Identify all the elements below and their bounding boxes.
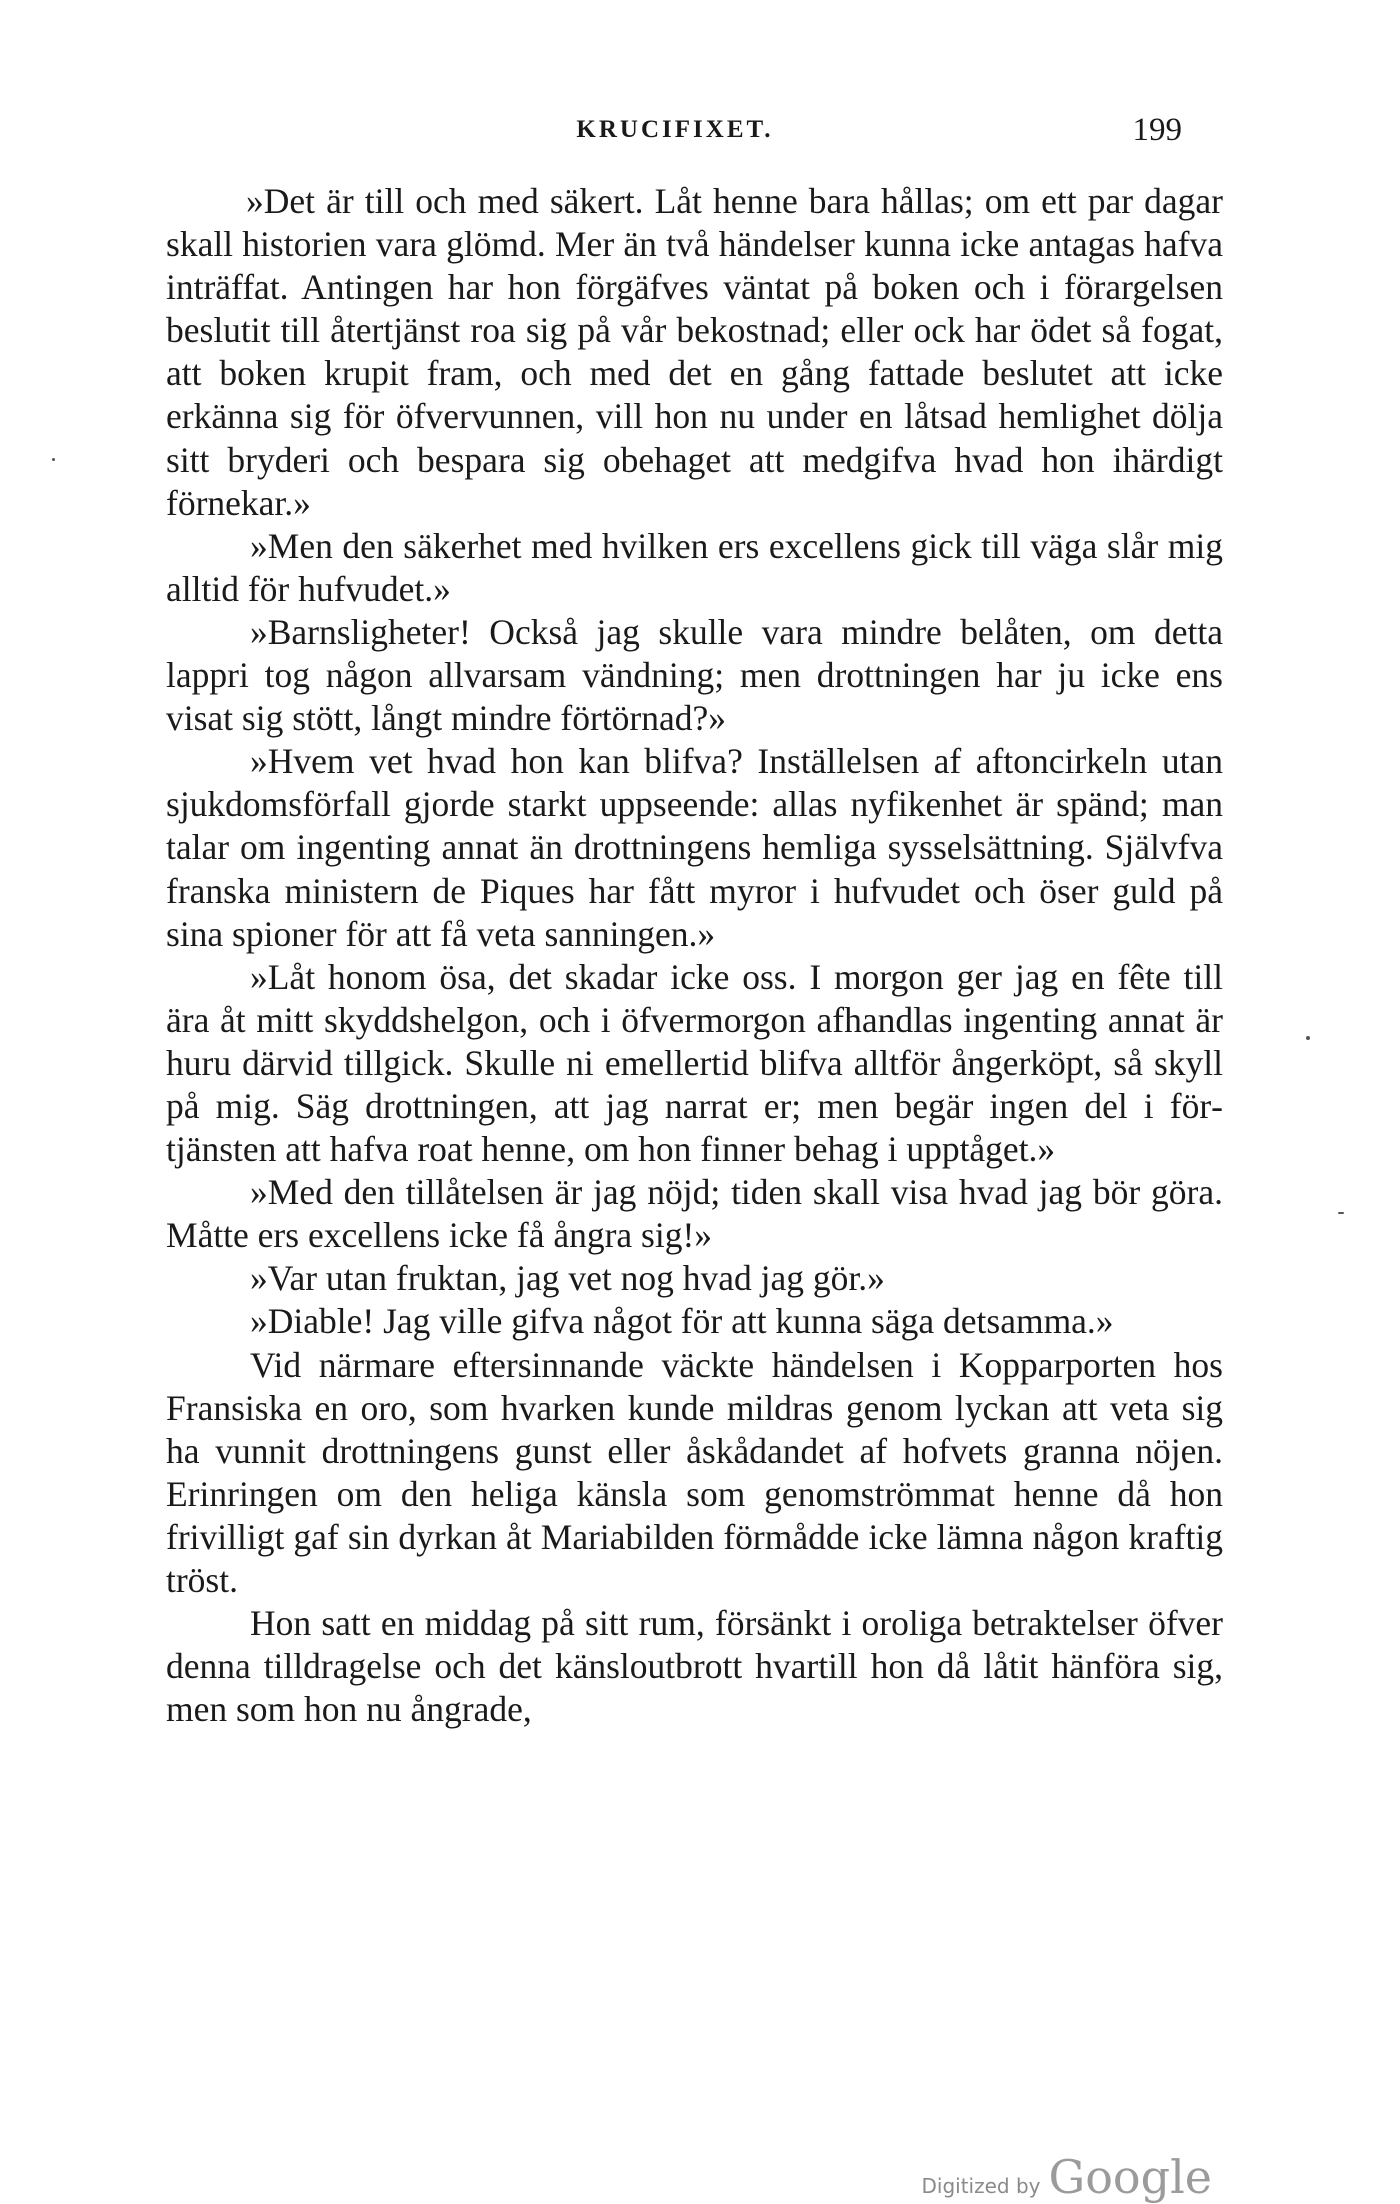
paragraph: Hon satt en middag på sitt rum, försänkt i oroliga betraktelser öfver denna tilldragelse och det känsloutbrott hvartill hon då låtit hänföra sig, men som hon nu ångrade, bbox=[166, 1603, 1223, 1730]
scan-speck bbox=[1306, 1036, 1310, 1040]
paragraph: »Diable! Jag ville gifva något för att kunna säga detsamma.» bbox=[250, 1301, 1114, 1342]
scan-speck bbox=[1338, 1212, 1344, 1214]
digitization-watermark bbox=[921, 2150, 1212, 2204]
paragraph: »Barnsligheter! Också jag skulle vara mindre belåten, om detta lappri tog någon allvarsam vändning; men drottningen har ju icke ens visat sig stött, långt mindre förtörnad?» bbox=[166, 611, 1223, 739]
paragraph: »Var utan fruktan, jag vet nog hvad jag gör.» bbox=[250, 1258, 885, 1299]
page-number: 199 bbox=[1132, 112, 1182, 148]
paragraph: »Låt honom ösa, det skadar icke oss. I morgon ger jag en fête till ära åt mitt skyddshelgon, och i öfvermorgon afhandlas ingenting annat är huru därvid tillgick. Skulle ni emellertid blifva alltför ångerköpt, så skyll på mig. Säg drottningen, att jag narrat er; men begär ingen del i förtjänsten att hafva roat henne, om hon finner behag i upptåget.» bbox=[166, 956, 1223, 1170]
google-logo: Google bbox=[1048, 2150, 1212, 2204]
digitized-label: Digitized by bbox=[921, 2174, 1041, 2198]
running-head bbox=[168, 108, 1182, 152]
scan-speck bbox=[52, 458, 55, 461]
paragraph: »Hvem vet hvad hon kan blifva? Inställelsen af aftoncirkeln utan sjukdomsförfall gjorde starkt uppseende: allas nyfikenhet är spänd; man talar om ingenting annat än drottningens hemliga sysselsättning. Självfva franska ministern de Piques har fått myror i hufvudet och öser guld på sina spioner för att få veta sanningen.» bbox=[166, 741, 1223, 954]
paragraph: »Men den säkerhet med hvilken ers excellens gick till väga slår mig alltid för hufvudet.» bbox=[166, 525, 1223, 609]
paragraph: »Med den tillåtelsen är jag nöjd; tiden skall visa hvad jag bör göra. Måtte ers excellens icke få ångra sig!» bbox=[166, 1172, 1223, 1256]
running-title: KRUCIFIXET. bbox=[576, 116, 774, 143]
paragraph: Vid närmare eftersinnande väckte händelsen i Kopparporten hos Fransiska en oro, som hvarken kunde mildras genom lyckan att veta sig ha vunnit drottningens gunst eller åskådandet af hofvets granna nöjen. Erinringen om den heliga känsla som genomströmmat henne då hon frivilligt gaf sin dyrkan åt Mariabilden förmådde icke lämna någon kraftig tröst. bbox=[166, 1344, 1223, 1600]
paragraph: »Det är till och med säkert. Låt henne bara hållas; om ett par dagar skall historien vara glömd. Mer än två händelser kunna icke antagas hafva inträffat. Antingen har hon förgäfves väntat på boken och i förargelsen beslutit till återtjänst roa sig på vår bekostnad; eller ock har ödet så fogat, att boken krupit fram, och med det en gång fattade beslutet att icke erkänna sig för öfvervunnen, vill hon nu under en låtsad hemlighet dölja sitt bryderi och bespara sig obehaget att medgifva hvad hon ihärdigt förnekar.» bbox=[166, 181, 1223, 523]
body-text bbox=[166, 180, 1223, 1731]
